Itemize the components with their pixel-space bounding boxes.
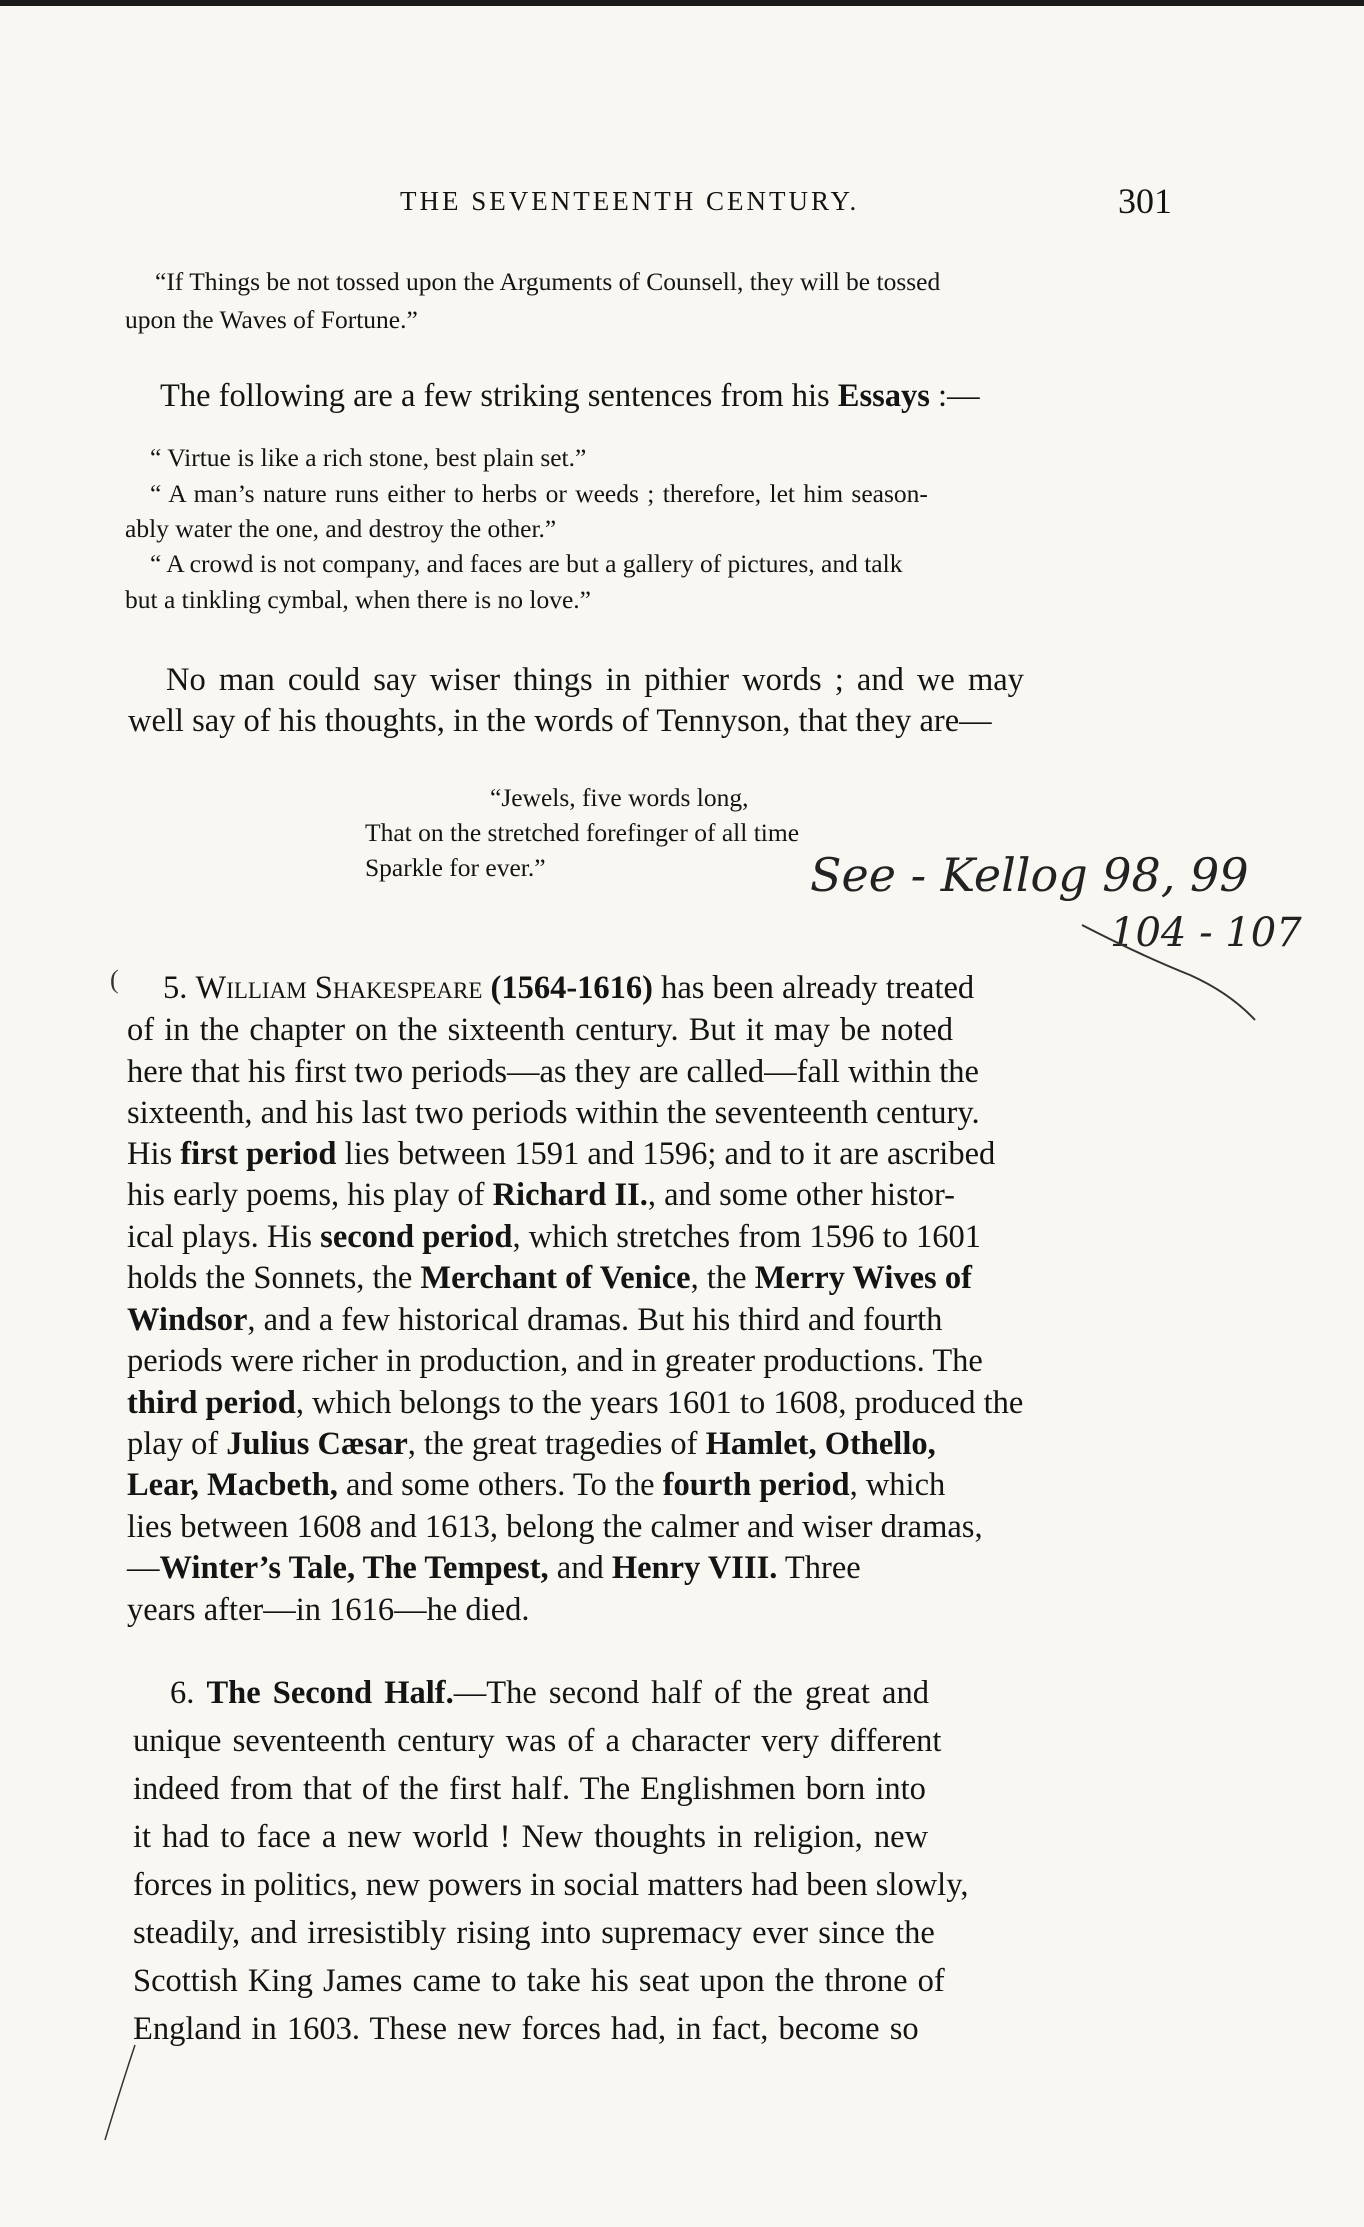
paragraph-line: [127, 1385, 1023, 1422]
line-text: —: [127, 1550, 160, 1586]
verse-line: That on the stretched forefinger of all time: [365, 818, 800, 847]
paragraph-line: [127, 1550, 861, 1587]
line-text: , and a few historical dramas. But his third and fourth: [247, 1302, 943, 1338]
pen-stroke-icon: [100, 2040, 140, 2150]
paragraph-line: years after—in 1616—he died.: [127, 1592, 530, 1628]
paragraph-line: forces in politics, new powers in social matters had been slowly,: [133, 1867, 969, 1903]
paragraph-line: [127, 1136, 995, 1173]
bold-term: Merry Wives of: [754, 1260, 972, 1296]
section-heading: The Second Half.: [206, 1675, 454, 1711]
bold-term: Richard II.: [492, 1177, 648, 1213]
paragraph-line: steadily, and irresistibly rising into supremacy ever since the: [133, 1915, 935, 1951]
bold-term: second period: [320, 1219, 513, 1255]
paragraph-line: of in the chapter on the sixteenth century. But it may be noted: [127, 1012, 954, 1048]
line-text: holds the Sonnets, the: [127, 1260, 421, 1296]
essays-title: Essays: [837, 378, 930, 414]
pen-stroke-icon: [1080, 915, 1280, 1025]
line-text: his early poems, his play of: [127, 1177, 493, 1213]
paragraph-line: well say of his thoughts, in the words of Tennyson, that they are—: [128, 703, 992, 739]
bold-term: Hamlet, Othello,: [705, 1426, 936, 1462]
verse-line: “Jewels, five words long,: [490, 783, 749, 812]
line-text: —The second half of the great and: [453, 1675, 929, 1711]
line-text: lies between 1591 and 1596; and to it are ascribed: [336, 1136, 996, 1172]
paragraph-line: Scottish King James came to take his seat upon the throne of: [133, 1963, 945, 1999]
essay-quote-line: ably water the one, and destroy the other.”: [125, 514, 557, 543]
paragraph-line: [127, 1260, 972, 1297]
line-text: , which: [849, 1467, 946, 1503]
paragraph-line: indeed from that of the first half. The Englishmen born into: [133, 1771, 926, 1807]
paragraph-line: [127, 1177, 955, 1214]
line-text: has been already treated: [652, 970, 975, 1006]
line-text: and some others. To the: [337, 1467, 663, 1503]
paragraph-line: sixteenth, and his last two periods within the seventeenth century.: [127, 1095, 980, 1131]
line-text: and: [548, 1550, 612, 1586]
margin-mark: (: [110, 965, 119, 994]
running-title: THE SEVENTEENTH CENTURY.: [400, 186, 860, 216]
author-name: William Shakespeare: [195, 970, 483, 1006]
paragraph-line: [127, 1467, 945, 1504]
line-text: play of: [127, 1426, 227, 1462]
verse-line: Sparkle for ever.”: [365, 853, 546, 882]
quote-line: upon the Waves of Fortune.”: [125, 305, 418, 334]
bold-term: Henry VIII.: [611, 1550, 778, 1586]
top-edge-rule: [0, 0, 1364, 6]
essays-intro: [160, 378, 980, 415]
handwritten-note: 104 - 107: [1110, 910, 1302, 956]
line-text: Three: [777, 1550, 861, 1586]
line-text: , which belongs to the years 1601 to 1608, produced the: [295, 1385, 1024, 1421]
line-text: , and some other histor-: [647, 1177, 955, 1213]
line-text: , which stretches from 1596 to 1601: [512, 1219, 981, 1255]
author-dates: (1564-1616): [482, 970, 653, 1006]
section-number: 5.: [163, 970, 196, 1006]
paragraph-line: No man could say wiser things in pithier words ; and we may: [166, 662, 1024, 698]
essays-intro-tail: :—: [929, 378, 980, 414]
bold-term: Julius Cæsar: [226, 1426, 408, 1462]
bold-term: third period: [127, 1385, 296, 1421]
line-text: His: [127, 1136, 181, 1172]
paragraph-line: [127, 1219, 981, 1256]
bold-term: Lear, Macbeth,: [127, 1467, 338, 1503]
paragraph-line: periods were richer in production, and in greater productions. The: [127, 1343, 983, 1379]
essay-quote-line: “ Virtue is like a rich stone, best plain set.”: [150, 443, 587, 472]
section-number: 6.: [170, 1675, 207, 1711]
paragraph-line: unique seventeenth century was of a character very different: [133, 1723, 942, 1759]
bold-term: Merchant of Venice: [420, 1260, 691, 1296]
line-text: , the great tragedies of: [407, 1426, 706, 1462]
paragraph-line: [163, 970, 974, 1007]
line-text: ical plays. His: [127, 1219, 321, 1255]
paragraph-line: here that his first two periods—as they are called—fall within the: [127, 1054, 979, 1090]
paragraph-line: it had to face a new world ! New thoughts in religion, new: [133, 1819, 929, 1855]
essay-quote-line: “ A crowd is not company, and faces are but a gallery of pictures, and talk: [150, 549, 903, 578]
paragraph-line: [127, 1302, 942, 1339]
line-text: , the: [690, 1260, 755, 1296]
essay-quote-line: “ A man’s nature runs either to herbs or weeds ; therefore, let him season-: [150, 479, 928, 508]
essays-intro-text: The following are a few striking sentences from his: [160, 378, 838, 414]
paragraph-line: lies between 1608 and 1613, belong the calmer and wiser dramas,: [127, 1509, 983, 1545]
essay-quote-line: but a tinkling cymbal, when there is no love.”: [125, 585, 591, 614]
paragraph-line: [170, 1675, 929, 1712]
bold-term: fourth period: [662, 1467, 850, 1503]
bold-term: Winter’s Tale, The Tempest,: [159, 1550, 549, 1586]
bold-term: Windsor: [127, 1302, 248, 1338]
handwritten-note: See - Kellog 98, 99: [810, 848, 1249, 902]
paragraph-line: England in 1603. These new forces had, in fact, become so: [133, 2011, 919, 2047]
page-number: 301: [1118, 181, 1172, 221]
paragraph-line: [127, 1426, 936, 1463]
page-header: [0, 180, 1364, 224]
quote-line: “If Things be not tossed upon the Arguments of Counsell, they will be tossed: [155, 267, 941, 296]
bold-term: first period: [180, 1136, 337, 1172]
